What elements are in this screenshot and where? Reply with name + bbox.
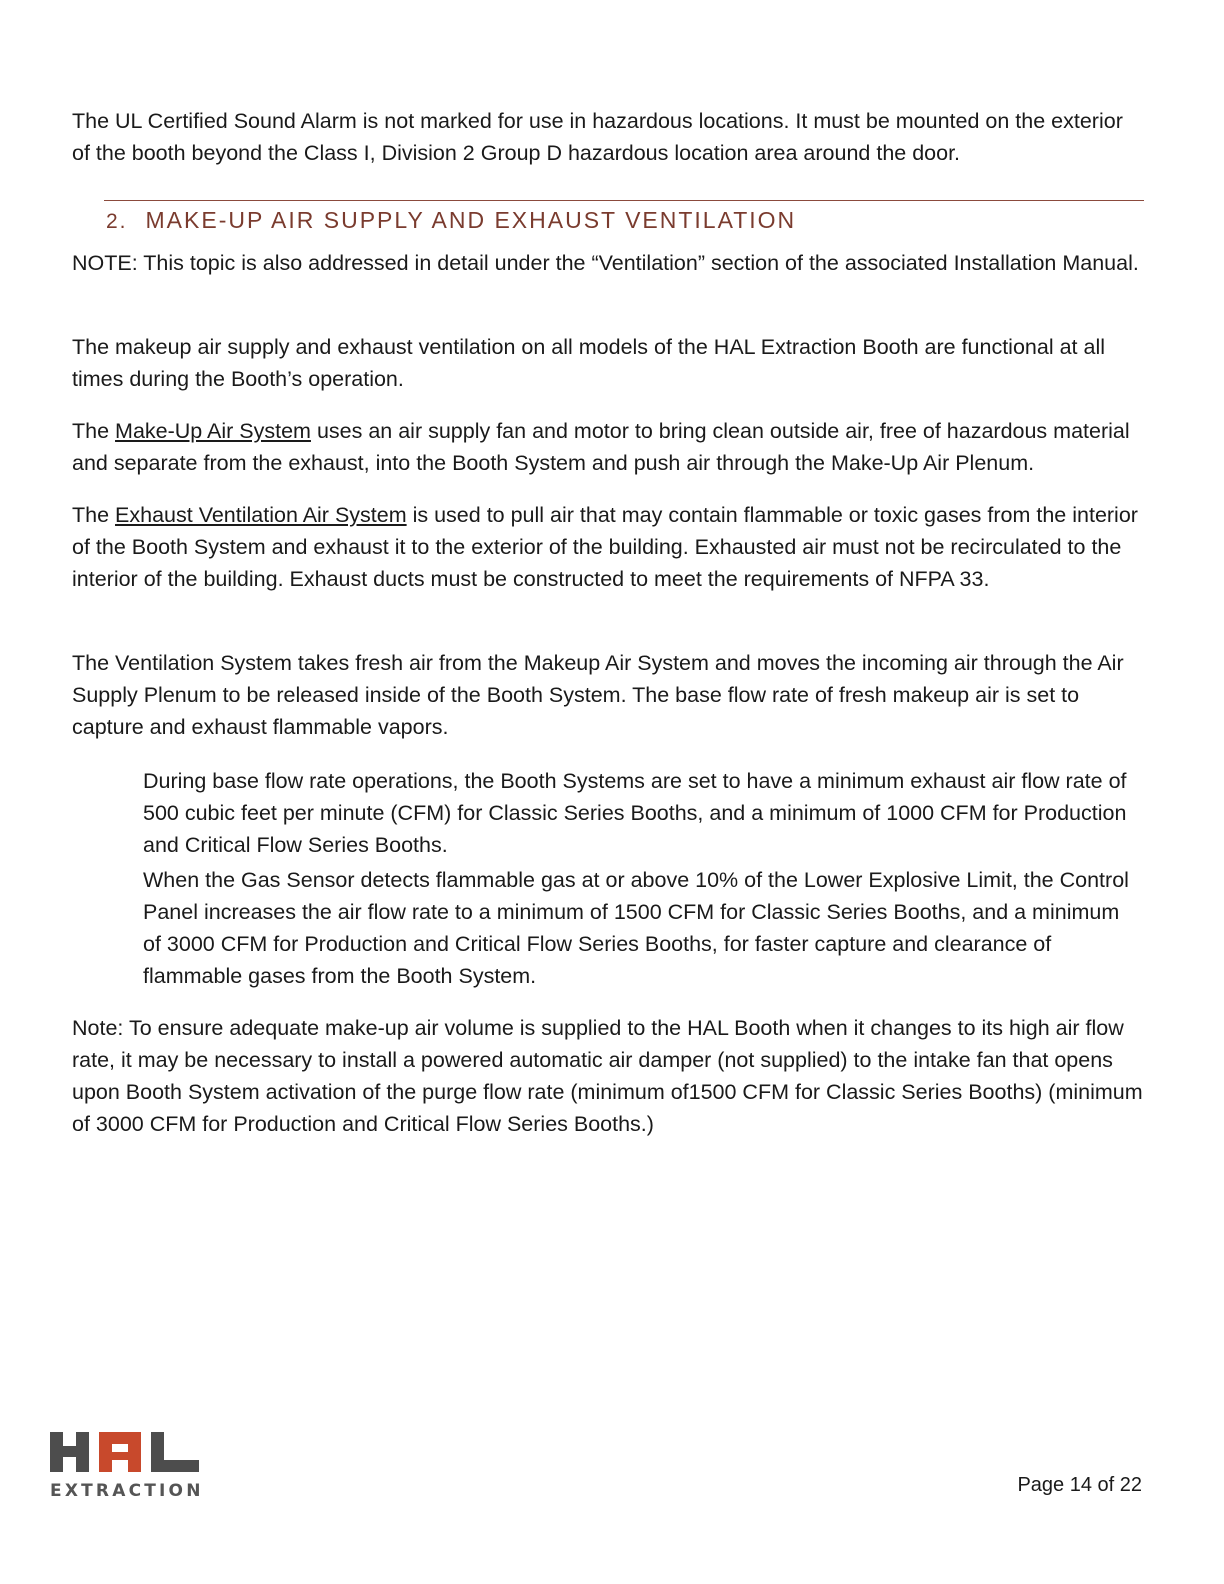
page-number: Page 14 of 22 <box>1017 1474 1142 1496</box>
exhaust-system-paragraph <box>72 499 1144 595</box>
p3-body: uses an air supply fan and motor to bring clean outside air, free of hazardous material and separate from the exhaust, into the Booth System and push air through the Make-Up Air Plenum. <box>72 419 1130 475</box>
damper-note-paragraph: Note: To ensure adequate make-up air volume is supplied to the HAL Booth when it changes to its high air flow rate, it may be necessary to install a powered automatic air damper (not supplied) to the intake fan that opens upon Booth System activation of the purge flow rate (minimum of1500 CFM for Classic Series Booths) (minimum of 3000 CFM for Production and Critical Flow Series Booths.) <box>72 1016 1143 1136</box>
sound-alarm-paragraph: The UL Certified Sound Alarm is not marked for use in hazardous locations. It must be mounted on the exterior of the booth beyond the Class I, Division 2 Group D hazardous location area around the door. <box>72 109 1123 165</box>
section-divider <box>104 200 1144 201</box>
p4-body: is used to pull air that may contain flammable or toxic gases from the interior of the Booth System and exhaust it to the exterior of the building. Exhausted air must not be recirculated to the interior of the building. Exhaust ducts must be constructed to meet the requirements of NFPA 33. <box>72 503 1138 591</box>
gas-sensor-item: When the Gas Sensor detects flammable gas at or above 10% of the Lower Explosive Limit, the Control Panel increases the air flow rate to a minimum of 1500 CFM for Classic Series Booths, and a minimum of 3000 CFM for Production and Critical Flow Series Booths, for faster capture and clearance of flammable gases from the Booth System. <box>143 868 1129 988</box>
ventilation-system-paragraph: The Ventilation System takes fresh air from the Makeup Air System and moves the incoming air through the Air Supply Plenum to be released inside of the Booth System. The base flow rate of fresh makeup air is set to capture and exhaust flammable vapors. <box>72 651 1124 739</box>
base-flow-item: During base flow rate operations, the Booth Systems are set to have a minimum exhaust air flow rate of 500 cubic feet per minute (CFM) for Classic Series Booths, and a minimum of 1000 CFM for Production and Critical Flow Series Booths. <box>143 769 1127 857</box>
makeup-air-system-term: Make-Up Air System <box>115 419 311 443</box>
makeup-exhaust-paragraph: The makeup air supply and exhaust ventilation on all models of the HAL Extraction Booth are functional at all times during the Booth’s operation. <box>72 335 1105 391</box>
section-heading <box>106 204 796 238</box>
p3-prefix: The <box>72 419 116 443</box>
note-paragraph: NOTE: This topic is also addressed in detail under the “Ventilation” section of the associated Installation Manual. <box>72 251 1139 275</box>
makeup-air-system-paragraph <box>72 415 1144 479</box>
section-number: 2. <box>106 210 128 233</box>
p4-prefix: The <box>72 503 116 527</box>
exhaust-ventilation-term: Exhaust Ventilation Air System <box>115 503 407 527</box>
logo-wordmark: EXTRACTION <box>50 1481 204 1501</box>
section-title: MAKE-UP AIR SUPPLY AND EXHAUST VENTILATION <box>145 207 797 233</box>
